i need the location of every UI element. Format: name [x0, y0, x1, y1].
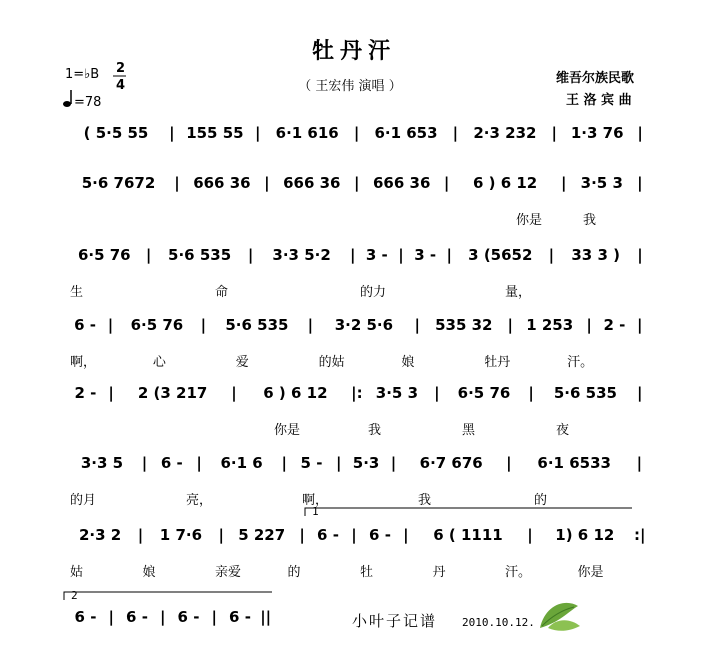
- note-group: 5 -: [300, 454, 323, 472]
- barline: |: [528, 384, 534, 402]
- note-group: 1·3 76: [570, 124, 624, 142]
- lyric-syllable: 丹: [432, 565, 446, 580]
- note-group: 6 ) 6 12: [472, 174, 538, 192]
- lyric-syllable: 的力: [360, 285, 387, 300]
- barline: |: [351, 526, 357, 544]
- lyric-syllable: 量，: [505, 285, 532, 300]
- barline: |: [637, 174, 643, 192]
- barline: |: [255, 124, 261, 142]
- note-group: 2 (3 217: [137, 384, 208, 402]
- barline: |: [414, 316, 421, 334]
- barline: |: [145, 246, 152, 264]
- note-group: 6·1 6533: [537, 454, 611, 472]
- barline: |: [452, 124, 459, 142]
- lyric-syllable: 生: [70, 285, 84, 300]
- note-group: 6·5 76: [457, 384, 511, 402]
- note-group: 3·3 5·2: [272, 246, 331, 264]
- note-group: 3 (5652: [468, 246, 533, 264]
- lyric-syllable: 牡: [360, 565, 374, 580]
- lyric-syllable: 夜: [556, 423, 570, 438]
- note-group: 6·5 76: [77, 246, 131, 264]
- first-ending-bracket: [305, 505, 632, 518]
- time-signature-bottom: 4: [116, 78, 126, 93]
- lyric-syllable: 啊，: [302, 493, 329, 508]
- note-group: 5·6 535: [553, 384, 617, 402]
- tempo-marking: =78: [74, 95, 102, 110]
- lyric-syllable: 心: [152, 355, 166, 370]
- lyric-syllable: 我: [418, 493, 432, 508]
- lyric-syllable: 我: [583, 213, 597, 228]
- barline: |: [169, 124, 175, 142]
- lyric-syllable: 黑: [462, 423, 476, 438]
- note-group: 6 -: [317, 526, 339, 544]
- transcription-date: 2010.10.12.: [462, 616, 535, 629]
- note-group: 6·5 76: [130, 316, 184, 334]
- note-group: 666 36: [193, 174, 251, 192]
- note-group: 6 -: [229, 608, 251, 626]
- barline: |: [434, 384, 440, 402]
- score-row-3: [70, 246, 643, 300]
- barline: |: [349, 246, 356, 264]
- note-group: 155 55: [186, 124, 244, 142]
- lyric-syllable: 的: [534, 493, 548, 508]
- barline: |: [637, 316, 643, 334]
- barline: |: [174, 174, 180, 192]
- lyric-syllable: 姑: [70, 565, 84, 580]
- barline: |: [527, 526, 533, 544]
- score-row-4: [70, 316, 643, 370]
- barline: |: [196, 454, 202, 472]
- lyric-syllable: 娘: [401, 355, 415, 370]
- note-group: 5·6 7672: [81, 174, 156, 192]
- barline: |: [108, 608, 114, 626]
- score-row-1: [84, 124, 643, 143]
- note-group: 6·1 653: [374, 124, 438, 142]
- barline: |: [353, 174, 360, 192]
- note-group: 2 -: [74, 384, 97, 402]
- note-group: 1 7·6: [159, 526, 203, 544]
- key-signature: 1=♭B: [65, 67, 100, 82]
- second-ending-bracket: [64, 589, 272, 602]
- lyric-syllable: 你是: [516, 213, 543, 228]
- note-group: 5 227: [238, 526, 286, 544]
- barline: |: [107, 316, 114, 334]
- note-group: 6·1 616: [275, 124, 339, 142]
- note-group: 6 -: [126, 608, 148, 626]
- barline: |: [390, 454, 397, 472]
- note-group: 1) 6 12: [555, 526, 615, 544]
- song-title: 牡丹汗: [311, 38, 397, 64]
- lyric-syllable: 的月: [70, 493, 97, 508]
- note-group: 6 ) 6 12: [263, 384, 328, 402]
- barline: |: [637, 246, 643, 264]
- barline: |: [141, 454, 148, 472]
- note-group: 2·3 232: [473, 124, 537, 142]
- barline: |: [636, 454, 643, 472]
- lyric-syllable: 亲爱: [215, 565, 242, 580]
- note-group: 2·3 2: [78, 526, 122, 544]
- barline: |: [446, 246, 453, 264]
- transcriber-signature: 小叶子记谱: [352, 612, 438, 630]
- time-signature-top: 2: [116, 61, 126, 76]
- note-group: 3·3 5: [80, 454, 124, 472]
- note-group: ( 5·5 55: [83, 124, 149, 142]
- lyric-syllable: 娘: [142, 565, 156, 580]
- lyric-syllable: 啊，: [70, 355, 97, 370]
- lyric-syllable: 汗。: [567, 355, 594, 370]
- barline: |: [353, 124, 360, 142]
- lyric-syllable: 你是: [274, 423, 301, 438]
- barline: |: [137, 526, 144, 544]
- barline: |: [336, 454, 342, 472]
- barline: |: [586, 316, 592, 334]
- barline: |: [264, 174, 270, 192]
- note-group: 3 -: [414, 246, 437, 264]
- note-group: 2 -: [603, 316, 626, 334]
- barline: |: [108, 384, 114, 402]
- score-rows: [70, 124, 645, 627]
- barline: |: [560, 174, 567, 192]
- score-row-2: [82, 174, 643, 228]
- note-group: 33 3 ): [571, 246, 621, 264]
- barline: |: [398, 246, 404, 264]
- note-group: 6 -: [160, 454, 183, 472]
- barline: |: [443, 174, 450, 192]
- note-group: 6 -: [177, 608, 200, 626]
- lyric-syllable: 的姑: [318, 355, 345, 370]
- score-row-5: [74, 384, 642, 438]
- note-group: 3 -: [365, 246, 388, 264]
- note-group: 5·6 535: [225, 316, 289, 334]
- note-group: 5·3: [352, 454, 380, 472]
- note-group: 666 36: [283, 174, 341, 192]
- note-group: 1 253: [526, 316, 574, 334]
- barline: |: [200, 316, 207, 334]
- note-group: 3·5 3: [375, 384, 419, 402]
- composer-credit: 王 洛 宾 曲: [566, 93, 632, 108]
- barline: |: [159, 608, 166, 626]
- note-group: 3·5 3: [580, 174, 623, 192]
- note-group: 6·1 6: [220, 454, 263, 472]
- barline: |: [506, 454, 512, 472]
- barline: :|: [633, 526, 646, 544]
- note-group: 6·7 676: [419, 454, 483, 472]
- barline: |: [403, 526, 409, 544]
- note-group: 6 -: [369, 526, 391, 544]
- note-group: 6 -: [74, 316, 97, 334]
- barline: |: [548, 246, 555, 264]
- note-group: 6 ( 1111: [433, 526, 503, 544]
- barline: |: [247, 246, 254, 264]
- lyric-syllable: 我: [368, 423, 382, 438]
- barline: |: [307, 316, 314, 334]
- barline: |: [507, 316, 514, 334]
- lyric-syllable: 爱: [235, 355, 249, 370]
- barline: |: [281, 454, 287, 472]
- lyric-syllable: 的: [287, 565, 301, 580]
- note-group: 535 32: [435, 316, 493, 334]
- barline: |: [218, 526, 225, 544]
- barline: |: [299, 526, 305, 544]
- leaf-logo-icon: [540, 603, 580, 631]
- lyric-syllable: 命: [215, 285, 229, 300]
- score-row-6: [70, 454, 642, 508]
- performer-credit: （ 王宏伟 演唱 ）: [298, 79, 402, 94]
- note-group: 5·6 535: [168, 246, 232, 264]
- lyric-syllable: 汗。: [505, 565, 532, 580]
- barline: |:: [351, 384, 363, 402]
- lyric-syllable: 你是: [577, 565, 604, 580]
- lyric-syllable: 牡丹: [484, 355, 511, 370]
- barline: |: [231, 384, 237, 402]
- score-row-8: [75, 608, 272, 627]
- barline: ||: [260, 608, 272, 626]
- score-row-7: [70, 526, 645, 580]
- barline: |: [551, 124, 558, 142]
- first-ending-number: 1: [312, 505, 319, 518]
- note-group: 666 36: [372, 174, 431, 192]
- note-group: 3·2 5·6: [334, 316, 394, 334]
- second-ending-number: 2: [71, 589, 78, 602]
- barline: |: [636, 384, 643, 402]
- lyric-syllable: 亮，: [186, 493, 213, 508]
- note-group: 6 -: [74, 608, 97, 626]
- barline: |: [637, 124, 643, 142]
- source-credit: 维吾尔族民歌: [556, 71, 635, 86]
- quarter-note-icon: [63, 90, 71, 107]
- barline: |: [211, 608, 217, 626]
